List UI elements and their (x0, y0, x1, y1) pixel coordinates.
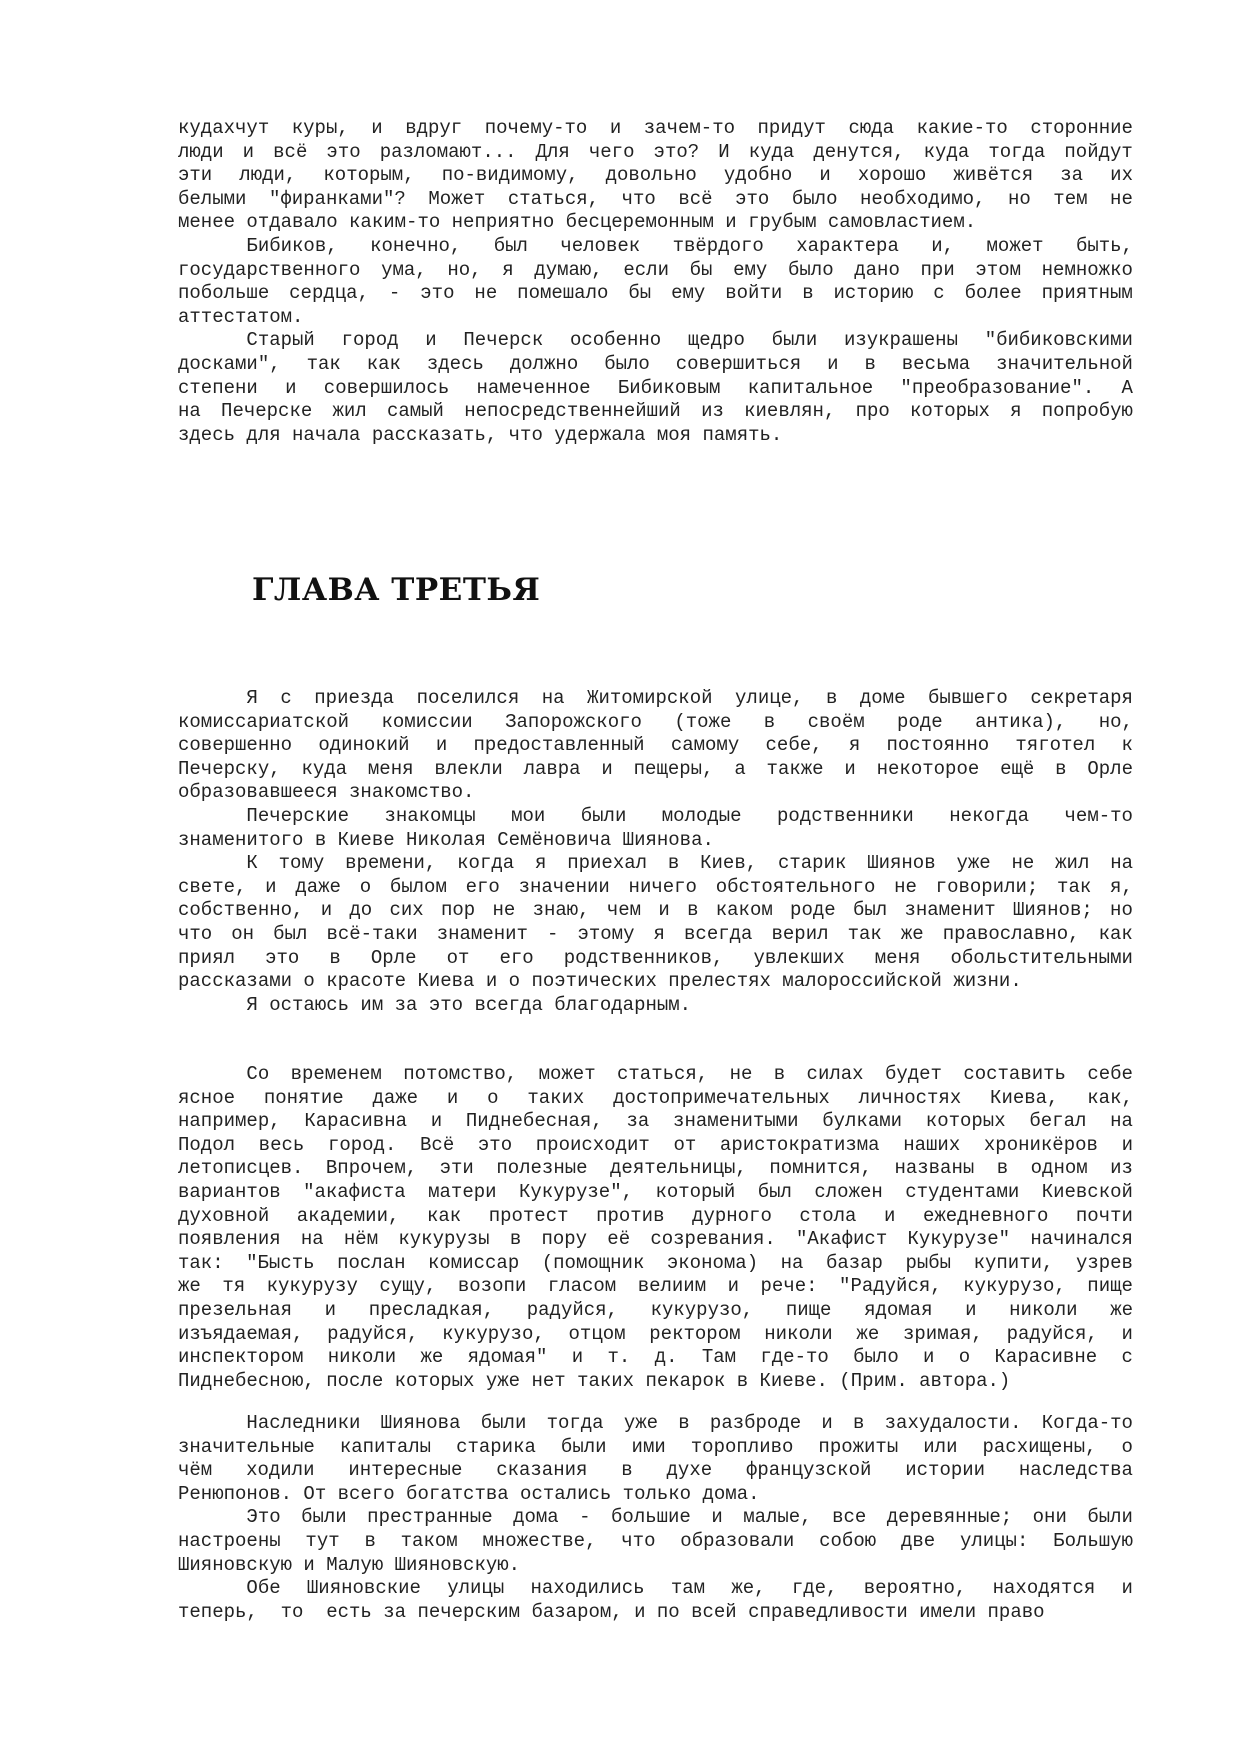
text-line: теперь, то есть за печерским базаром, и по всей справедливости имели право (178, 1600, 1045, 1623)
text-line: знаменитого в Киеве Николая Семёновича Шиянова. (178, 828, 714, 851)
text-line: побольше сердца, - это не помешало бы ему войти в историю с более приятным (178, 282, 1133, 305)
text-line: настроены тут в таком множестве, что образовали собою две улицы: Большую (178, 1529, 1133, 1552)
text-line: К тому времени, когда я приехал в Киев, старик Шиянов уже не жил на (178, 852, 1133, 875)
text-line: ясное понятие даже и о таких достопримечательных личностях Киева, как, (178, 1086, 1133, 1109)
text-line: духовной академии, как протест против дурного стола и ежедневного почти (178, 1204, 1133, 1227)
text-line: Подол весь город. Всё это происходит от аристократизма наших хроникёров и (178, 1133, 1133, 1156)
text-line: Пиднебесною, после которых уже нет таких пекарок в Киеве. (Прим. автора.) (178, 1369, 1011, 1392)
text-line: Обе Шияновские улицы находились там же, где, вероятно, находятся и (178, 1577, 1133, 1600)
text-line: Старый город и Печерск особенно щедро были изукрашены "бибиковскими (178, 329, 1133, 352)
text-line: совершенно одинокий и предоставленный самому себе, я постоянно тяготел к (178, 734, 1133, 757)
text-line: на Печерске жил самый непосредственнейший из киевлян, про которых я попробую (178, 400, 1133, 423)
footnote-block (178, 1063, 1133, 1393)
text-line: появления на нём кукурузы в пору её созревания. "Акафист Кукурузе" начинался (178, 1228, 1133, 1251)
text-line: образовавшееся знакомство. (178, 781, 475, 804)
text-line: Я с приезда поселился на Житомирской улице, в доме бывшего секретаря (178, 687, 1133, 709)
text-line: аттестатом. (178, 305, 304, 328)
text-line: свете, и даже о былом его значении ничего обстоятельного не говорили; так я, (178, 875, 1133, 898)
text-line: же тя кукурузу сущу, возопи гласом велиим и рече: "Радуйся, кукурузо, пище (178, 1275, 1133, 1298)
text-line: менее отдавало каким-то неприятно бесцеремонным и грубым самовластием. (178, 211, 977, 234)
text-line: Со временем потомство, может статься, не в силах будет составить себе (178, 1063, 1133, 1085)
text-line: инспектором николи же ядомая" и т. д. Там где-то было и о Карасивне с (178, 1346, 1133, 1369)
text-line: здесь для начала рассказать, что удержала моя память. (178, 423, 783, 446)
text-line: люди и всё это разломают... Для чего это? И куда денутся, куда тогда пойдут (178, 140, 1133, 163)
text-line: кудахчут куры, и вдруг почему-то и зачем-то придут сюда какие-то сторонние (178, 117, 1133, 139)
text-line: Печерску, куда меня влекли лавра и пещеры, а также и некоторое ещё в Орле (178, 757, 1133, 780)
text-block-heirs (178, 1412, 1133, 1624)
text-line: собственно, и до сих пор не знаю, чем и в каком роде был знаменит Шиянов; но (178, 899, 1133, 922)
text-line: Наследники Шиянова были тогда уже в разброде и в захудалости. Когда-то (178, 1412, 1133, 1434)
text-line: досками", так как здесь должно было совершиться и в весьма значительной (178, 352, 1133, 375)
text-line: значительные капиталы старика были ими торопливо прожиты или расхищены, о (178, 1435, 1133, 1458)
text-line: чём ходили интересные сказания в духе французской истории наследства (178, 1459, 1133, 1482)
text-line: Ренюпонов. От всего богатства остались только дома. (178, 1482, 760, 1505)
text-line: например, Карасивна и Пиднебесная, за знаменитыми булками которых бегал на (178, 1110, 1133, 1133)
text-line: комиссариатской комиссии Запорожского (тоже в своём роде антика), но, (178, 710, 1133, 733)
text-line: что он был всё-таки знаменит - этому я всегда верил так же православно, как (178, 922, 1133, 945)
text-line: так: "Бысть послан комиссар (помощник эконома) на базар рыбы купити, узрев (178, 1251, 1133, 1274)
text-line: Печерские знакомцы мои были молодые родственники некогда чем-то (178, 804, 1133, 827)
text-line: рассказами о красоте Киева и о поэтических прелестях малороссийской жизни. (178, 970, 1022, 993)
text-line: изъядаемая, радуйся, кукурузо, отцом ректором николи же зримая, радуйся, и (178, 1322, 1133, 1345)
text-block-arrival (178, 687, 1133, 1017)
text-line: степени и совершилось намеченное Бибиковым капитальное "преобразование". А (178, 376, 1133, 399)
text-line: вариантов "акафиста матери Кукурузе", который был сложен студентами Киевской (178, 1180, 1133, 1203)
text-line: Это были престранные дома - большие и малые, все деревянные; они были (178, 1506, 1133, 1529)
text-line: приял это в Орле от его родственников, увлекших меня обольстительными (178, 946, 1133, 969)
text-block-opening (178, 117, 1133, 447)
text-line: белыми "фиранками"? Может статься, что всё это было необходимо, но тем не (178, 187, 1133, 210)
text-line: летописцев. Впрочем, эти полезные деятельницы, помнится, названы в одном из (178, 1157, 1133, 1180)
text-line: государственного ума, но, я думаю, если бы ему было дано при этом немножко (178, 258, 1133, 281)
chapter-heading: ГЛАВА ТРЕТЬЯ (252, 572, 541, 608)
text-line: эти люди, которым, по-видимому, довольно удобно и хорошо живётся за их (178, 164, 1133, 187)
text-line: Бибиков, конечно, был человек твёрдого характера и, может быть, (178, 234, 1133, 257)
text-line: Я остаюсь им за это всегда благодарным. (178, 993, 692, 1016)
text-line: Шияновскую и Малую Шияновскую. (178, 1553, 521, 1576)
text-line: презельная и пресладкая, радуйся, кукурузо, пище ядомая и николи же (178, 1298, 1133, 1321)
